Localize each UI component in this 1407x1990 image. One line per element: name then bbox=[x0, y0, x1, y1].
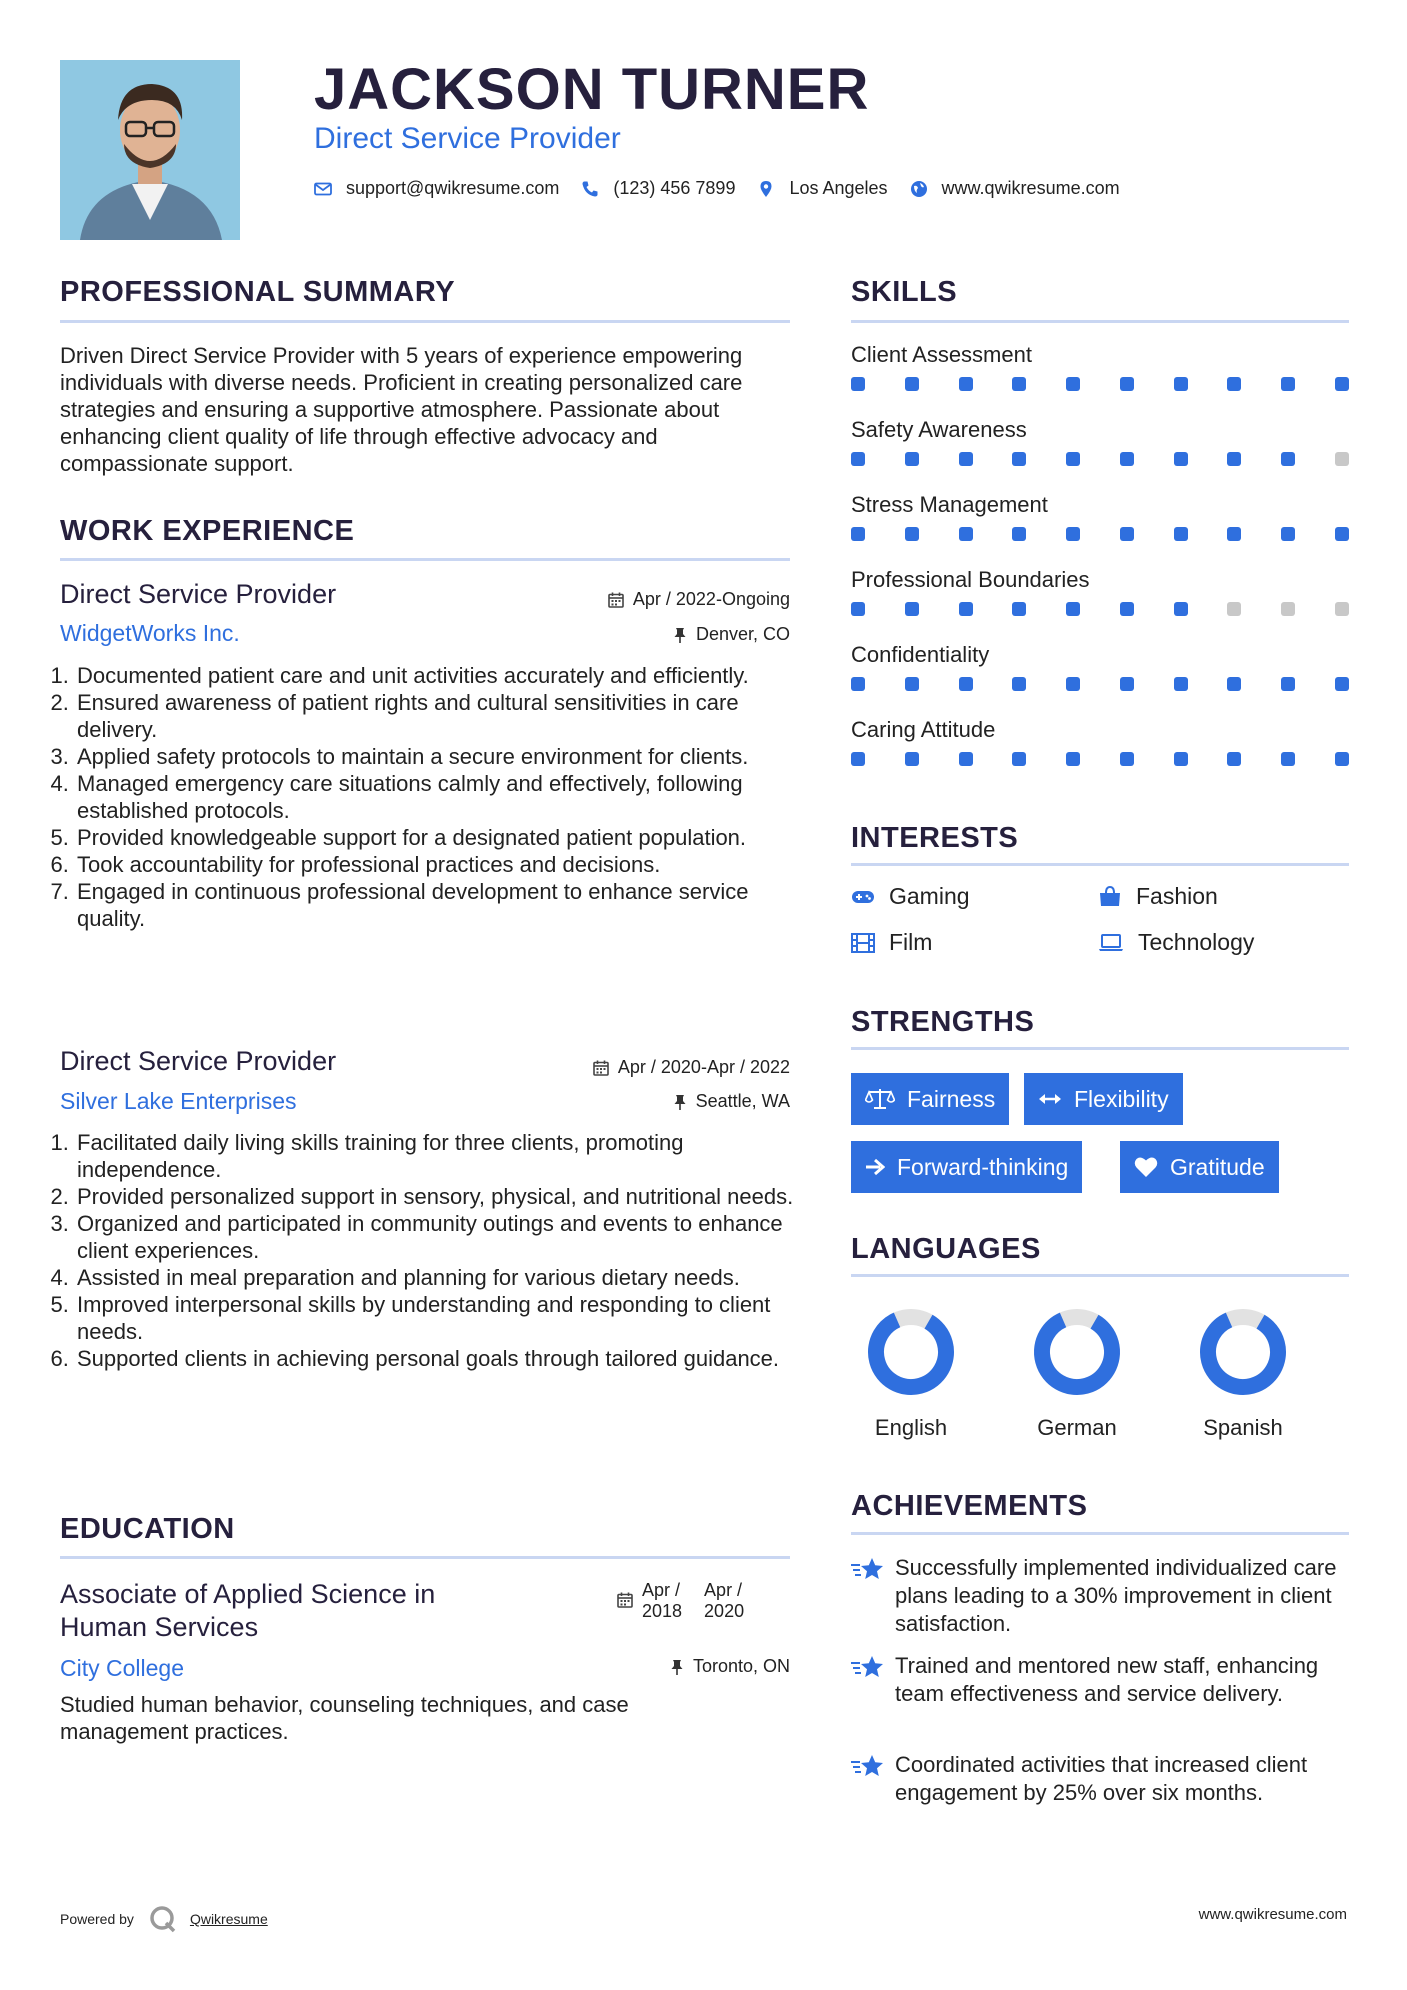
skill-dot-filled bbox=[1120, 677, 1134, 691]
job-dates-text: Apr / 2020-Apr / 2022 bbox=[617, 1057, 790, 1077]
footer-url[interactable]: www.qwikresume.com bbox=[1198, 1906, 1347, 1923]
job-location bbox=[673, 1091, 790, 1112]
skill-dot-filled bbox=[1281, 527, 1295, 541]
language-item bbox=[1017, 1308, 1137, 1441]
heart-icon bbox=[1134, 1156, 1158, 1178]
email-icon bbox=[314, 180, 332, 198]
skill-dot-filled bbox=[1227, 452, 1241, 466]
list-item: 3. Organized and participated in community outings and events to enhance client experiences. bbox=[75, 1210, 808, 1264]
strength-label: Gratitude bbox=[1170, 1153, 1265, 1180]
skill-dot-filled bbox=[851, 527, 865, 541]
experience-divider bbox=[60, 558, 790, 561]
powered-by-label: Powered by bbox=[60, 1911, 134, 1927]
skill-level-dots bbox=[851, 677, 1349, 691]
star-icon bbox=[851, 1754, 885, 1780]
skill-name: Caring Attitude bbox=[851, 717, 996, 742]
job-duties-list bbox=[57, 662, 808, 932]
languages-heading: LANGUAGES bbox=[851, 1233, 1041, 1265]
education-location-text: Toronto, ON bbox=[692, 1656, 790, 1676]
interest-label: Film bbox=[889, 929, 933, 955]
skill-dot-filled bbox=[1012, 752, 1026, 766]
skill-name: Professional Boundaries bbox=[851, 567, 1090, 592]
summary-heading: PROFESSIONAL SUMMARY bbox=[60, 276, 456, 308]
interest-label: Technology bbox=[1138, 929, 1255, 955]
skill-row bbox=[851, 417, 1349, 492]
contact-bar bbox=[314, 178, 1142, 199]
skill-row bbox=[851, 642, 1349, 717]
shopping-bag-icon bbox=[1098, 886, 1122, 908]
skill-dot-filled bbox=[959, 677, 973, 691]
job-company: WidgetWorks Inc. bbox=[60, 620, 240, 646]
strength-badge bbox=[851, 1073, 1009, 1125]
achievements-heading: ACHIEVEMENTS bbox=[851, 1490, 1088, 1522]
achievement-text: Successfully implemented individualized care plans leading to a 30% improvement in client satisfaction. bbox=[895, 1555, 1337, 1636]
skill-dot-empty bbox=[1281, 602, 1295, 616]
education-divider bbox=[60, 1556, 790, 1559]
skill-dot-filled bbox=[1174, 677, 1188, 691]
languages-divider bbox=[851, 1274, 1349, 1277]
skill-dot-filled bbox=[851, 377, 865, 391]
interest-item bbox=[851, 929, 932, 956]
achievement-item bbox=[851, 1652, 1349, 1708]
interests-heading: INTERESTS bbox=[851, 822, 1019, 854]
degree-line-2: Human Services bbox=[60, 1612, 259, 1642]
education-description: Studied human behavior, counseling techniques, and case management practices. bbox=[60, 1692, 629, 1744]
job-location-text: Seattle, WA bbox=[695, 1091, 790, 1111]
globe-icon bbox=[910, 180, 928, 198]
skill-row bbox=[851, 567, 1349, 642]
job-duties-list bbox=[57, 1129, 808, 1372]
education-location bbox=[670, 1656, 790, 1677]
skill-dot-filled bbox=[1281, 452, 1295, 466]
skill-dot-filled bbox=[1281, 752, 1295, 766]
achievement-item bbox=[851, 1554, 1349, 1638]
pushpin-icon bbox=[670, 1659, 684, 1675]
summary-text: Driven Direct Service Provider with 5 years of experience empowering individuals with diverse needs. Proficient in creating personalized care strategies and ensuring a supportive atmosphere. Passionate about enhancing client quality of life through effective advocacy and compassionate support. bbox=[60, 343, 743, 476]
skill-row bbox=[851, 342, 1349, 417]
achievement-text: Coordinated activities that increased client engagement by 25% over six months. bbox=[895, 1752, 1308, 1805]
summary-divider bbox=[60, 320, 790, 323]
list-item: 4. Assisted in meal preparation and planning for various dietary needs. bbox=[75, 1264, 808, 1291]
qwikresume-logo-icon bbox=[148, 1904, 178, 1934]
strengths-divider bbox=[851, 1047, 1349, 1050]
skill-dot-filled bbox=[1066, 527, 1080, 541]
skill-dot-filled bbox=[905, 377, 919, 391]
interests-divider bbox=[851, 863, 1349, 866]
experience-heading: WORK EXPERIENCE bbox=[60, 515, 355, 547]
language-ring bbox=[1183, 1308, 1303, 1398]
skill-dot-empty bbox=[1335, 602, 1349, 616]
skill-name: Safety Awareness bbox=[851, 417, 1027, 442]
skills-divider bbox=[851, 320, 1349, 323]
school-name: City College bbox=[60, 1655, 184, 1681]
skill-dot-filled bbox=[1012, 677, 1026, 691]
skill-dot-filled bbox=[1335, 527, 1349, 541]
skill-name: Confidentiality bbox=[851, 642, 990, 667]
skill-dot-filled bbox=[1066, 377, 1080, 391]
job-title: Direct Service Provider bbox=[60, 579, 337, 609]
education-heading: EDUCATION bbox=[60, 1513, 235, 1545]
skill-dot-filled bbox=[905, 452, 919, 466]
strength-badge bbox=[1120, 1141, 1279, 1193]
language-name: Spanish bbox=[1203, 1415, 1283, 1440]
job-location-text: Denver, CO bbox=[695, 624, 790, 644]
skill-dot-filled bbox=[1066, 602, 1080, 616]
skill-dot-filled bbox=[959, 752, 973, 766]
profile-photo bbox=[60, 60, 240, 240]
skill-dot-filled bbox=[1227, 527, 1241, 541]
film-icon bbox=[851, 933, 875, 953]
skill-dot-filled bbox=[959, 377, 973, 391]
skill-dot-filled bbox=[959, 452, 973, 466]
skill-dot-filled bbox=[1227, 677, 1241, 691]
list-item: 4. Managed emergency care situations calmly and effectively, following established protocols. bbox=[75, 770, 808, 824]
calendar-icon bbox=[593, 1060, 609, 1076]
contact-website[interactable]: www.qwikresume.com bbox=[941, 178, 1120, 198]
job-title: Direct Service Provider bbox=[60, 1046, 337, 1076]
list-item: 1. Documented patient care and unit activities accurately and efficiently. bbox=[75, 662, 808, 689]
location-pin-icon bbox=[757, 180, 775, 198]
list-item: 7. Engaged in continuous professional development to enhance service quality. bbox=[75, 878, 808, 932]
star-icon bbox=[851, 1655, 885, 1681]
job-dates bbox=[608, 589, 790, 610]
degree-line-1: Associate of Applied Science in bbox=[60, 1579, 436, 1609]
skill-dot-filled bbox=[1281, 377, 1295, 391]
footer-brand-link[interactable]: Qwikresume bbox=[189, 1911, 268, 1927]
skill-dot-filled bbox=[905, 752, 919, 766]
language-ring bbox=[851, 1308, 971, 1398]
skill-level-dots bbox=[851, 752, 1349, 766]
education-dates bbox=[617, 1580, 744, 1622]
skills-heading: SKILLS bbox=[851, 276, 958, 308]
list-item: 3. Applied safety protocols to maintain a secure environment for clients. bbox=[75, 743, 808, 770]
education-start-month: Apr / bbox=[642, 1580, 681, 1600]
language-name: English bbox=[874, 1415, 948, 1440]
skill-dot-filled bbox=[905, 527, 919, 541]
languages-list bbox=[851, 1308, 1349, 1448]
phone-icon bbox=[581, 180, 599, 198]
interest-item bbox=[851, 883, 970, 910]
footer-powered bbox=[60, 1904, 268, 1934]
skill-dot-empty bbox=[1227, 602, 1241, 616]
job-dates-text: Apr / 2022-Ongoing bbox=[632, 589, 790, 609]
arrows-horizontal-icon bbox=[1038, 1091, 1062, 1107]
skill-dot-filled bbox=[1174, 752, 1188, 766]
list-item: 1. Facilitated daily living skills training for three clients, promoting independence. bbox=[75, 1129, 808, 1183]
skill-dot-filled bbox=[1227, 752, 1241, 766]
skill-level-dots bbox=[851, 452, 1349, 466]
language-item bbox=[1183, 1308, 1303, 1441]
skill-dot-filled bbox=[1227, 377, 1241, 391]
language-name: German bbox=[1037, 1415, 1117, 1440]
skill-dot-filled bbox=[1012, 527, 1026, 541]
contact-location: Los Angeles bbox=[789, 178, 888, 198]
skill-dot-filled bbox=[851, 602, 865, 616]
skill-dot-filled bbox=[1120, 527, 1134, 541]
job-company: Silver Lake Enterprises bbox=[60, 1088, 297, 1114]
strength-badge bbox=[1024, 1073, 1183, 1125]
achievement-text: Trained and mentored new staff, enhancing team effectiveness and service delivery. bbox=[895, 1653, 1319, 1706]
list-item: 5. Improved interpersonal skills by understanding and responding to client needs. bbox=[75, 1291, 808, 1345]
education-end-year: 2020 bbox=[704, 1601, 745, 1621]
list-item: 2. Ensured awareness of patient rights and cultural sensitivities in care delivery. bbox=[75, 689, 808, 743]
degree-title bbox=[60, 1578, 435, 1644]
skill-dot-filled bbox=[1120, 752, 1134, 766]
language-item bbox=[851, 1308, 971, 1441]
skill-dot-filled bbox=[1012, 452, 1026, 466]
list-item: 6. Supported clients in achieving personal goals through tailored guidance. bbox=[75, 1345, 808, 1372]
strength-label: Forward-thinking bbox=[897, 1153, 1069, 1180]
skill-name: Stress Management bbox=[851, 492, 1048, 517]
skill-dot-filled bbox=[1012, 602, 1026, 616]
skill-dot-filled bbox=[959, 527, 973, 541]
skill-dot-filled bbox=[851, 752, 865, 766]
list-item: 5. Provided knowledgeable support for a designated patient population. bbox=[75, 824, 808, 851]
skill-dot-filled bbox=[1174, 602, 1188, 616]
list-item: 2. Provided personalized support in sensory, physical, and nutritional needs. bbox=[75, 1183, 808, 1210]
contact-email[interactable]: support@qwikresume.com bbox=[346, 178, 560, 198]
laptop-icon bbox=[1098, 934, 1124, 952]
calendar-icon bbox=[617, 1592, 633, 1608]
skill-dot-filled bbox=[1066, 752, 1080, 766]
scale-icon bbox=[865, 1087, 895, 1111]
skill-dot-filled bbox=[1335, 752, 1349, 766]
interest-item bbox=[1098, 883, 1218, 910]
skill-level-dots bbox=[851, 602, 1349, 616]
language-ring bbox=[1017, 1308, 1137, 1398]
candidate-name: JACKSON TURNER bbox=[314, 57, 870, 122]
education-end-month: Apr / bbox=[704, 1580, 743, 1600]
pushpin-icon bbox=[673, 627, 687, 643]
gamepad-icon bbox=[851, 888, 875, 906]
skill-dot-filled bbox=[851, 677, 865, 691]
skill-dot-filled bbox=[1066, 452, 1080, 466]
interest-label: Fashion bbox=[1136, 883, 1218, 909]
skill-dot-filled bbox=[1335, 677, 1349, 691]
skill-dot-filled bbox=[851, 452, 865, 466]
contact-phone[interactable]: (123) 456 7899 bbox=[613, 178, 736, 198]
skill-dot-filled bbox=[1120, 377, 1134, 391]
list-item: 6. Took accountability for professional practices and decisions. bbox=[75, 851, 808, 878]
strength-badge bbox=[851, 1141, 1082, 1193]
skill-row bbox=[851, 492, 1349, 567]
achievement-item bbox=[851, 1751, 1349, 1807]
job-dates bbox=[593, 1057, 790, 1078]
achievements-divider bbox=[851, 1532, 1349, 1535]
skill-row bbox=[851, 717, 1349, 792]
interest-label: Gaming bbox=[889, 883, 970, 909]
job-location bbox=[673, 624, 790, 645]
skill-dot-filled bbox=[1174, 452, 1188, 466]
skill-level-dots bbox=[851, 377, 1349, 391]
skill-dot-filled bbox=[1120, 602, 1134, 616]
strengths-heading: STRENGTHS bbox=[851, 1006, 1035, 1038]
skill-dot-filled bbox=[1012, 377, 1026, 391]
education-start-year: 2018 bbox=[642, 1601, 683, 1621]
strength-label: Fairness bbox=[907, 1085, 996, 1112]
strength-label: Flexibility bbox=[1074, 1085, 1169, 1112]
skills-list bbox=[851, 342, 1349, 792]
skill-dot-filled bbox=[1066, 677, 1080, 691]
candidate-role: Direct Service Provider bbox=[314, 122, 621, 155]
skill-dot-filled bbox=[1174, 377, 1188, 391]
skill-name: Client Assessment bbox=[851, 342, 1032, 367]
skill-dot-filled bbox=[905, 677, 919, 691]
pushpin-icon bbox=[673, 1094, 687, 1110]
skill-dot-empty bbox=[1335, 452, 1349, 466]
calendar-icon bbox=[608, 592, 624, 608]
skill-dot-filled bbox=[1335, 377, 1349, 391]
skill-dot-filled bbox=[959, 602, 973, 616]
skill-dot-filled bbox=[1281, 677, 1295, 691]
skill-dot-filled bbox=[1174, 527, 1188, 541]
skill-level-dots bbox=[851, 527, 1349, 541]
interest-item bbox=[1098, 929, 1254, 956]
skill-dot-filled bbox=[905, 602, 919, 616]
education-start bbox=[642, 1580, 682, 1622]
star-icon bbox=[851, 1557, 885, 1583]
education-end bbox=[704, 1580, 744, 1622]
skill-dot-filled bbox=[1120, 452, 1134, 466]
arrow-right-icon bbox=[865, 1158, 885, 1176]
